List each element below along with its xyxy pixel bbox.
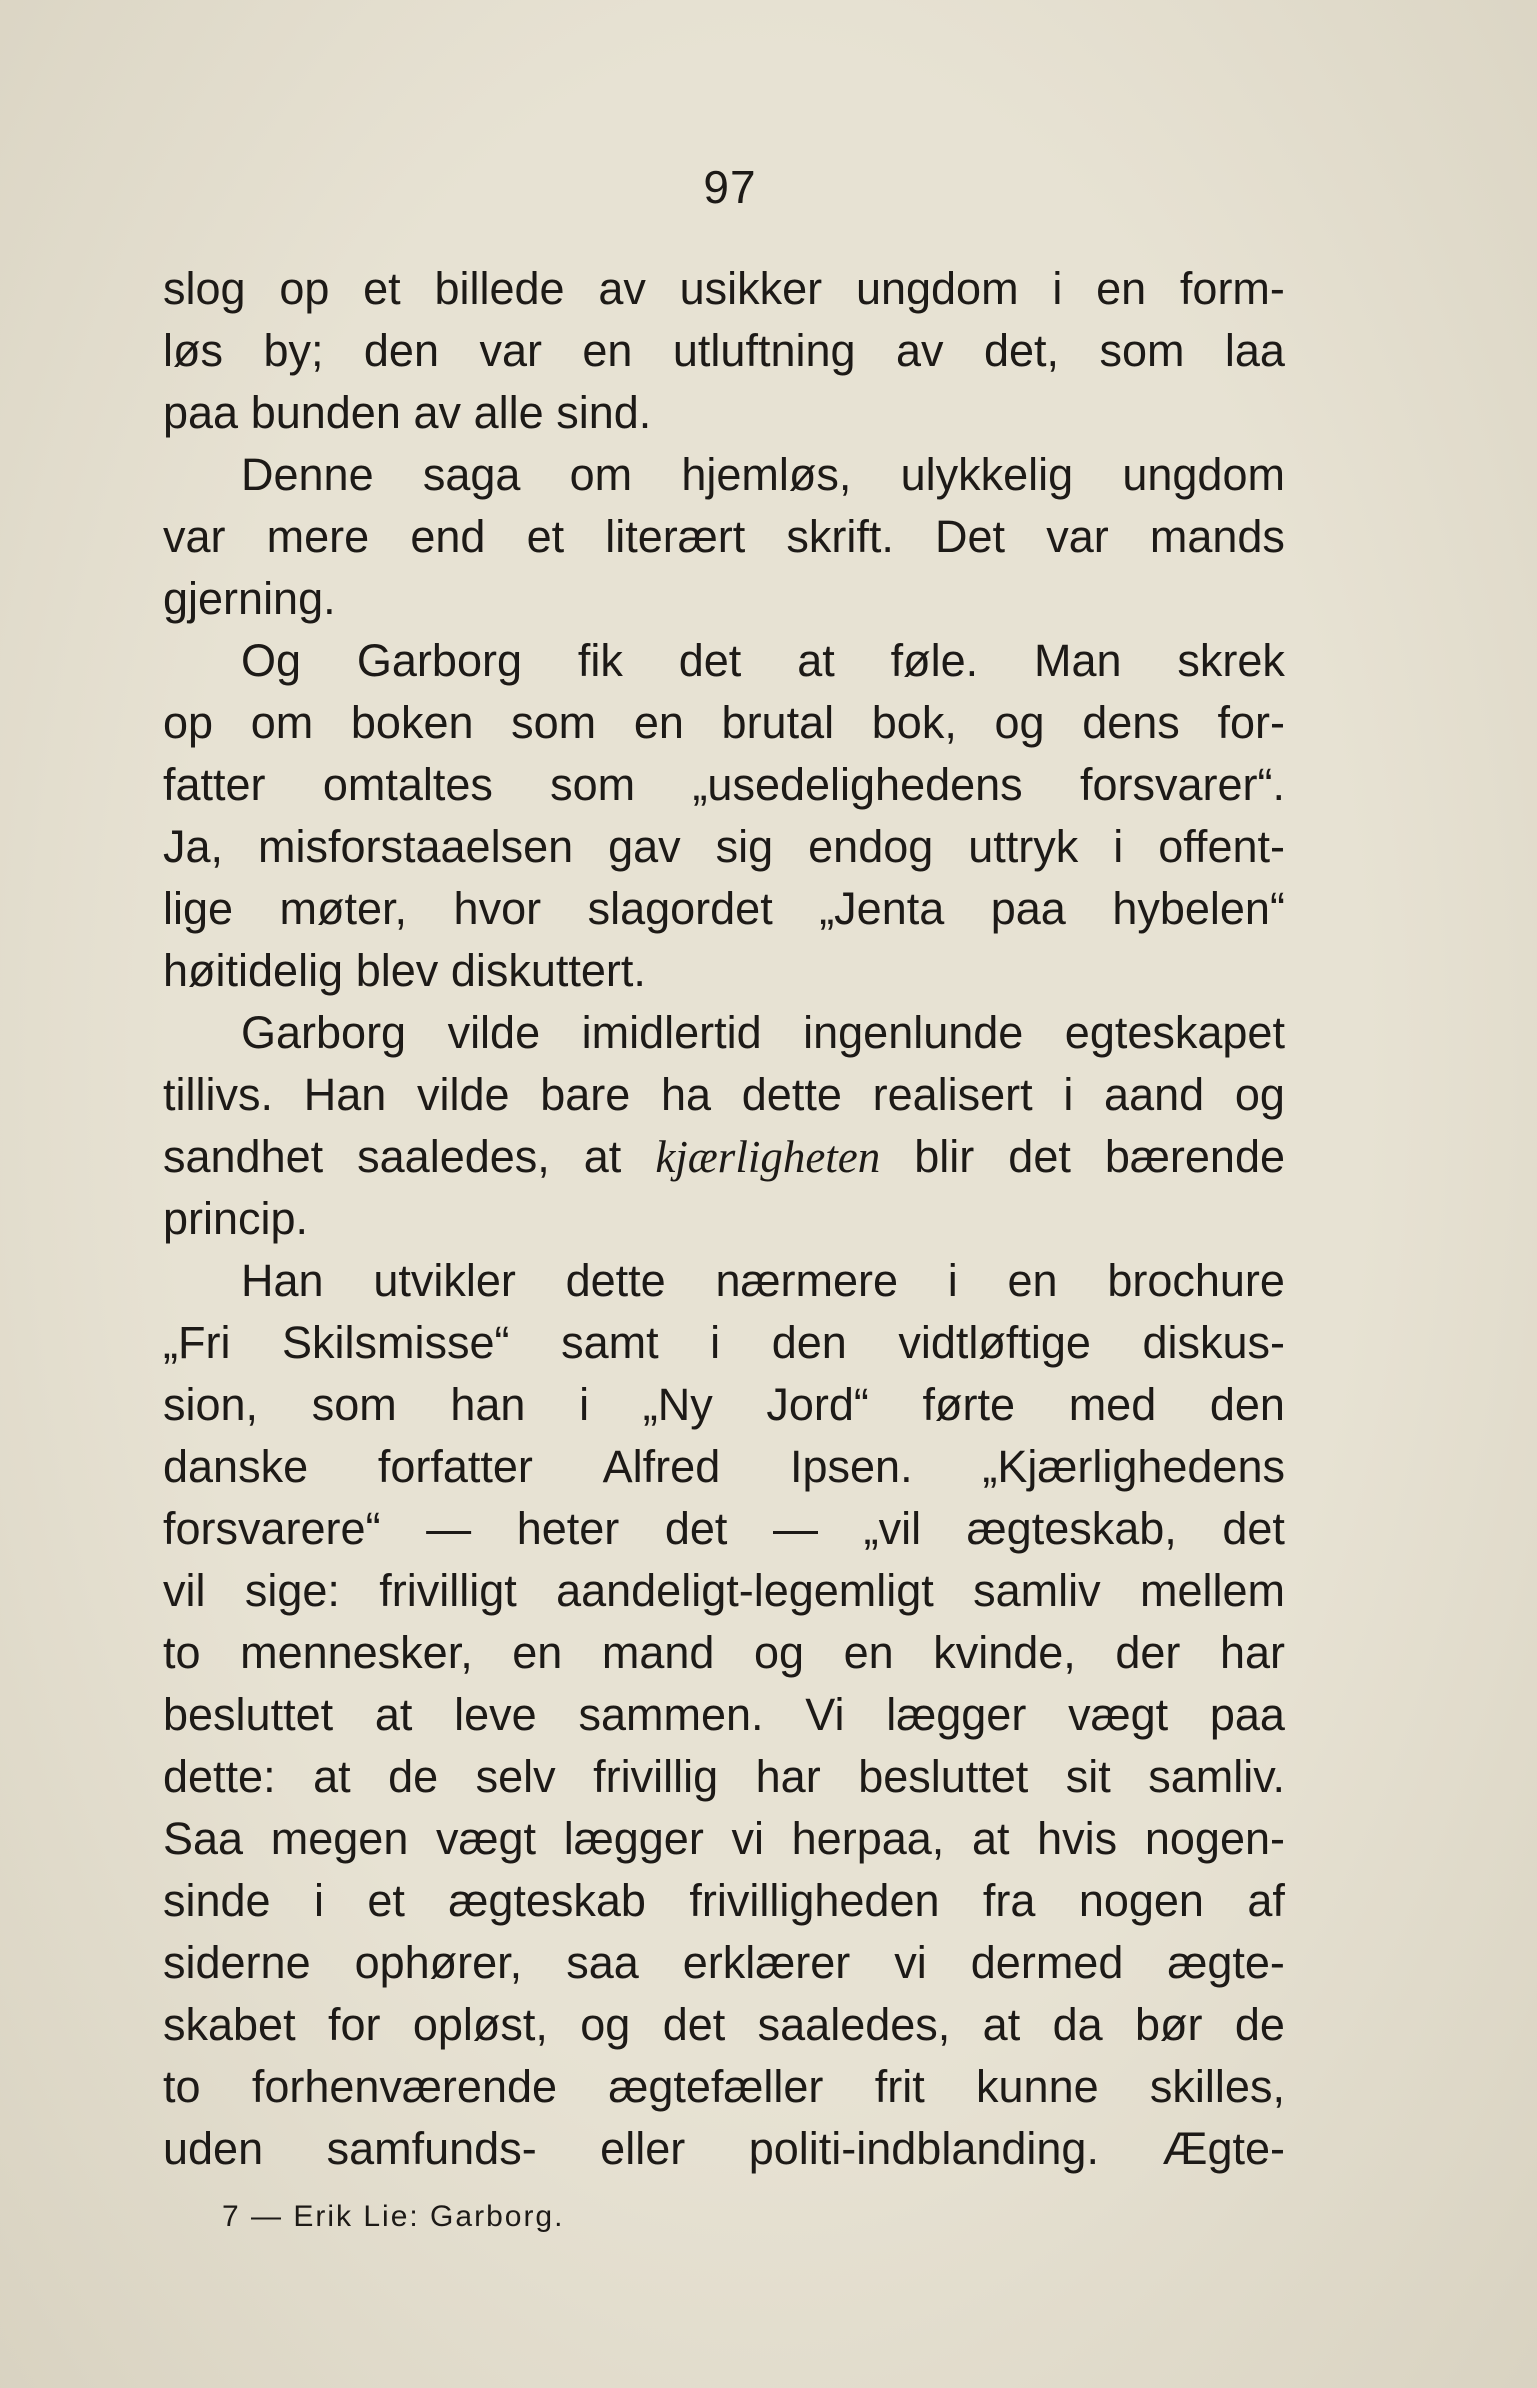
word: bør xyxy=(1135,1999,1203,2050)
word: megen xyxy=(270,1813,409,1864)
word: samliv. xyxy=(1148,1751,1285,1802)
text-line xyxy=(163,1498,1285,1560)
word: sion, xyxy=(163,1379,259,1430)
word: det xyxy=(678,635,742,686)
word: den xyxy=(1209,1379,1285,1430)
word: Garborg xyxy=(356,635,522,686)
text-line xyxy=(163,630,1285,692)
word: opløst, xyxy=(412,1999,548,2050)
word: princip. xyxy=(163,1193,309,1244)
word: lægger xyxy=(563,1813,704,1864)
text-line xyxy=(163,940,1285,1002)
word: lægger xyxy=(886,1689,1027,1740)
word: i xyxy=(1052,263,1063,314)
word: af xyxy=(1247,1875,1285,1926)
word: Garborg xyxy=(241,1007,407,1058)
word: høitidelig xyxy=(163,945,344,996)
word: saaledes, xyxy=(357,1131,550,1182)
word: av xyxy=(598,263,646,314)
word: to xyxy=(163,1627,201,1678)
word: alle xyxy=(473,387,544,438)
word: sinde xyxy=(163,1875,271,1926)
word: egteskapet xyxy=(1064,1007,1285,1058)
word: Alfred xyxy=(602,1441,721,1492)
word: forfatter xyxy=(377,1441,533,1492)
text-line xyxy=(163,1436,1285,1498)
word: og xyxy=(580,1999,631,2050)
text-line xyxy=(163,568,1285,630)
word: føle. xyxy=(890,635,979,686)
word: dermed xyxy=(970,1937,1124,1988)
text-line xyxy=(163,1250,1285,1312)
word: — xyxy=(773,1503,819,1554)
word: for xyxy=(327,1999,381,2050)
word: Skilsmisse“ xyxy=(282,1317,510,1368)
word: paa xyxy=(1209,1689,1285,1740)
word: ægteskab xyxy=(448,1875,646,1926)
word: fik xyxy=(577,635,623,686)
word: ægteskab, xyxy=(966,1503,1177,1554)
word: at xyxy=(313,1751,351,1802)
word: saaledes, xyxy=(757,1999,951,2050)
word: imidlertid xyxy=(581,1007,762,1058)
word: en xyxy=(1007,1255,1058,1306)
word: et xyxy=(367,1875,405,1926)
word: en xyxy=(512,1627,563,1678)
word: i xyxy=(313,1875,324,1926)
word: „Jenta xyxy=(819,883,945,934)
word: frivilligt xyxy=(379,1565,517,1616)
word: Og xyxy=(241,635,302,686)
word: siderne xyxy=(163,1937,311,1988)
text-line xyxy=(163,2118,1285,2180)
word: de xyxy=(388,1751,439,1802)
text-line xyxy=(163,1064,1285,1126)
word: aandeligt-legemligt xyxy=(556,1565,934,1616)
word: ungdom xyxy=(1122,449,1285,500)
word: sammen. xyxy=(578,1689,764,1740)
word: utluftning xyxy=(672,325,856,376)
word: møter, xyxy=(279,883,408,934)
word: ungdom xyxy=(855,263,1019,314)
word: sig xyxy=(715,821,774,872)
word: form- xyxy=(1179,263,1285,314)
word: forsvarere“ xyxy=(163,1503,381,1554)
word: lige xyxy=(163,883,234,934)
word: op xyxy=(279,263,330,314)
word: som xyxy=(550,759,636,810)
word: heter xyxy=(516,1503,620,1554)
word: end xyxy=(410,511,486,562)
word: et xyxy=(363,263,401,314)
word: forhenværende xyxy=(251,2061,558,2112)
word: Ipsen. xyxy=(789,1441,913,1492)
word: nogen- xyxy=(1144,1813,1285,1864)
word: tillivs. xyxy=(163,1069,273,1120)
word: sind. xyxy=(556,387,652,438)
word: da xyxy=(1052,1999,1103,2050)
word: brochure xyxy=(1107,1255,1285,1306)
word: hjemløs, xyxy=(681,449,852,500)
word: billede xyxy=(434,263,565,314)
word: skrek xyxy=(1177,635,1285,686)
word: brutal xyxy=(721,697,835,748)
word: gjerning. xyxy=(163,573,336,624)
word: løs xyxy=(163,325,223,376)
word: mands xyxy=(1149,511,1285,562)
text-line xyxy=(163,506,1285,568)
word: vidtløftige xyxy=(898,1317,1091,1368)
word: nogen xyxy=(1078,1875,1204,1926)
word: politi-indblanding. xyxy=(748,2123,1099,2174)
word: ægte- xyxy=(1167,1937,1285,1988)
page-number: 97 xyxy=(703,161,757,213)
word: ulykkelig xyxy=(900,449,1074,500)
word: blir xyxy=(914,1131,975,1182)
word: besluttet xyxy=(858,1751,1029,1802)
word: det, xyxy=(983,325,1059,376)
word: en xyxy=(633,697,684,748)
word: uttryk xyxy=(968,821,1079,872)
text-line xyxy=(163,1126,1285,1188)
word: hvis xyxy=(1037,1813,1118,1864)
word: vilde xyxy=(447,1007,541,1058)
text-line xyxy=(163,878,1285,940)
word: det xyxy=(664,1503,728,1554)
word: i xyxy=(579,1379,590,1430)
word: erklærer xyxy=(682,1937,851,1988)
word: i xyxy=(710,1317,721,1368)
word: dette xyxy=(565,1255,666,1306)
word: leve xyxy=(454,1689,537,1740)
word: samt xyxy=(561,1317,659,1368)
word: og xyxy=(753,1627,805,1678)
word: den xyxy=(363,325,439,376)
word: boken xyxy=(350,697,474,748)
word: det xyxy=(662,1999,726,2050)
word: skilles, xyxy=(1149,2061,1285,2112)
word: Vi xyxy=(805,1689,845,1740)
word: dette: xyxy=(163,1751,276,1802)
text-line xyxy=(163,816,1285,878)
word: „Ny xyxy=(642,1379,713,1430)
word: danske xyxy=(163,1441,309,1492)
word: mennesker, xyxy=(240,1627,473,1678)
word: vilde xyxy=(416,1069,510,1120)
word: misforstaaelsen xyxy=(258,821,574,872)
text-line xyxy=(163,1188,1285,1250)
word: at xyxy=(971,1813,1010,1864)
text-line xyxy=(163,320,1285,382)
word: vi xyxy=(894,1937,927,1988)
word: eller xyxy=(600,2123,686,2174)
word: ægtefæller xyxy=(608,2061,824,2112)
word: gav xyxy=(608,821,681,872)
word: skabet xyxy=(163,1999,296,2050)
word: den xyxy=(771,1317,847,1368)
word: bærende xyxy=(1104,1131,1285,1182)
word: Han xyxy=(241,1255,324,1306)
word: frit xyxy=(874,2061,925,2112)
word: — xyxy=(426,1503,472,1554)
word: og xyxy=(1234,1069,1285,1120)
word: offent- xyxy=(1158,821,1285,872)
word: bunden xyxy=(250,387,401,438)
word: en xyxy=(843,1627,894,1678)
text-line xyxy=(163,1746,1285,1808)
word: som xyxy=(1099,325,1185,376)
word: ophører, xyxy=(354,1937,523,1988)
word: mand xyxy=(601,1627,715,1678)
word: Man xyxy=(1034,635,1122,686)
word: kvinde, xyxy=(933,1627,1076,1678)
word: „Fri xyxy=(163,1317,231,1368)
word: var xyxy=(1046,511,1109,562)
word: en xyxy=(1096,263,1147,314)
word: Ja, xyxy=(163,821,224,872)
word: literært xyxy=(605,511,746,562)
word: at xyxy=(982,1999,1021,2050)
word: omtaltes xyxy=(322,759,493,810)
word: bare xyxy=(540,1069,631,1120)
word: „usedelighedens xyxy=(692,759,1023,810)
word: det xyxy=(1008,1131,1071,1182)
word: „vil xyxy=(863,1503,922,1554)
word: skrift. xyxy=(786,511,894,562)
word: har xyxy=(1219,1627,1285,1678)
word: i xyxy=(947,1255,958,1306)
text-line xyxy=(163,2056,1285,2118)
word: sit xyxy=(1065,1751,1111,1802)
word: nærmere xyxy=(715,1255,899,1306)
word: saa xyxy=(566,1937,639,1988)
text-line xyxy=(163,444,1285,506)
word: vi xyxy=(731,1813,764,1864)
word: om xyxy=(569,449,633,500)
word: aand xyxy=(1104,1069,1205,1120)
text-line xyxy=(163,1684,1285,1746)
text-line xyxy=(163,382,1285,444)
text-line xyxy=(163,1312,1285,1374)
word: to xyxy=(163,2061,201,2112)
word: samfunds- xyxy=(326,2123,537,2174)
word: i xyxy=(1063,1069,1074,1120)
word: besluttet xyxy=(163,1689,334,1740)
word: fra xyxy=(982,1875,1036,1926)
word: et xyxy=(526,511,565,562)
word: at xyxy=(583,1131,622,1182)
word: endog xyxy=(808,821,934,872)
word: om xyxy=(250,697,314,748)
word: at xyxy=(797,635,835,686)
word: fatter xyxy=(163,759,266,810)
word: var xyxy=(163,511,226,562)
text-line xyxy=(163,1932,1285,1994)
word: samliv xyxy=(973,1565,1101,1616)
body-text xyxy=(163,258,1285,2180)
word: hvor xyxy=(453,883,542,934)
word: at xyxy=(374,1689,413,1740)
footer-signature: 7 — Erik Lie: Garborg. xyxy=(222,2200,565,2233)
word: av xyxy=(895,325,944,376)
word: by; xyxy=(263,325,324,376)
word: utvikler xyxy=(373,1255,516,1306)
word: for- xyxy=(1217,697,1285,748)
word: vægt xyxy=(436,1813,537,1864)
word: paa xyxy=(163,387,239,438)
word: var xyxy=(479,325,542,376)
word: realisert xyxy=(872,1069,1033,1120)
word: herpaa, xyxy=(791,1813,945,1864)
word: Ægte- xyxy=(1162,2123,1285,2174)
word: hybelen“ xyxy=(1112,883,1285,934)
word: vægt xyxy=(1068,1689,1169,1740)
word: slagordet xyxy=(587,883,773,934)
word: kunne xyxy=(976,2061,1099,2112)
word: vil xyxy=(163,1565,206,1616)
word: av xyxy=(413,387,461,438)
text-line xyxy=(163,1808,1285,1870)
word: Denne xyxy=(241,449,374,500)
word: sige: xyxy=(244,1565,340,1616)
word: som xyxy=(311,1379,397,1430)
word: slog xyxy=(163,263,246,314)
word: Saa xyxy=(163,1813,244,1864)
word: Han xyxy=(303,1069,387,1120)
word: uden xyxy=(163,2123,264,2174)
word: sandhet xyxy=(163,1131,324,1182)
text-line xyxy=(163,1994,1285,2056)
word: paa xyxy=(990,883,1066,934)
text-line xyxy=(163,1374,1285,1436)
word: „Kjærlighedens xyxy=(982,1441,1285,1492)
word: Det xyxy=(935,511,1006,562)
word: som xyxy=(511,697,597,748)
text-line xyxy=(163,1560,1285,1622)
word: mere xyxy=(266,511,370,562)
word: førte xyxy=(922,1379,1016,1430)
word: har xyxy=(755,1751,821,1802)
word: dette xyxy=(741,1069,842,1120)
word: forsvarer“. xyxy=(1079,759,1285,810)
word: dens xyxy=(1082,697,1180,748)
word: og xyxy=(994,697,1045,748)
word: der xyxy=(1115,1627,1181,1678)
word: ha xyxy=(661,1069,712,1120)
word: blev xyxy=(355,945,439,996)
word: diskuttert. xyxy=(450,945,646,996)
word: det xyxy=(1222,1503,1285,1554)
word: de xyxy=(1234,1999,1285,2050)
text-line xyxy=(163,258,1285,320)
word: Jord“ xyxy=(766,1379,869,1430)
word: laa xyxy=(1224,325,1285,376)
word: kjærligheten xyxy=(655,1132,881,1182)
word: i xyxy=(1113,821,1124,872)
word: usikker xyxy=(679,263,823,314)
word: ingenlunde xyxy=(803,1007,1024,1058)
word: med xyxy=(1068,1379,1157,1430)
text-line xyxy=(163,1622,1285,1684)
text-line xyxy=(163,1002,1285,1064)
word: en xyxy=(582,325,633,376)
text-line xyxy=(163,1870,1285,1932)
word: bok, xyxy=(871,697,957,748)
word: frivilligheden xyxy=(689,1875,940,1926)
word: mellem xyxy=(1139,1565,1285,1616)
word: han xyxy=(450,1379,526,1430)
word: saga xyxy=(422,449,521,500)
word: op xyxy=(163,697,214,748)
word: selv xyxy=(475,1751,556,1802)
word: diskus- xyxy=(1142,1317,1285,1368)
text-line xyxy=(163,754,1285,816)
text-line xyxy=(163,692,1285,754)
word: frivillig xyxy=(593,1751,719,1802)
